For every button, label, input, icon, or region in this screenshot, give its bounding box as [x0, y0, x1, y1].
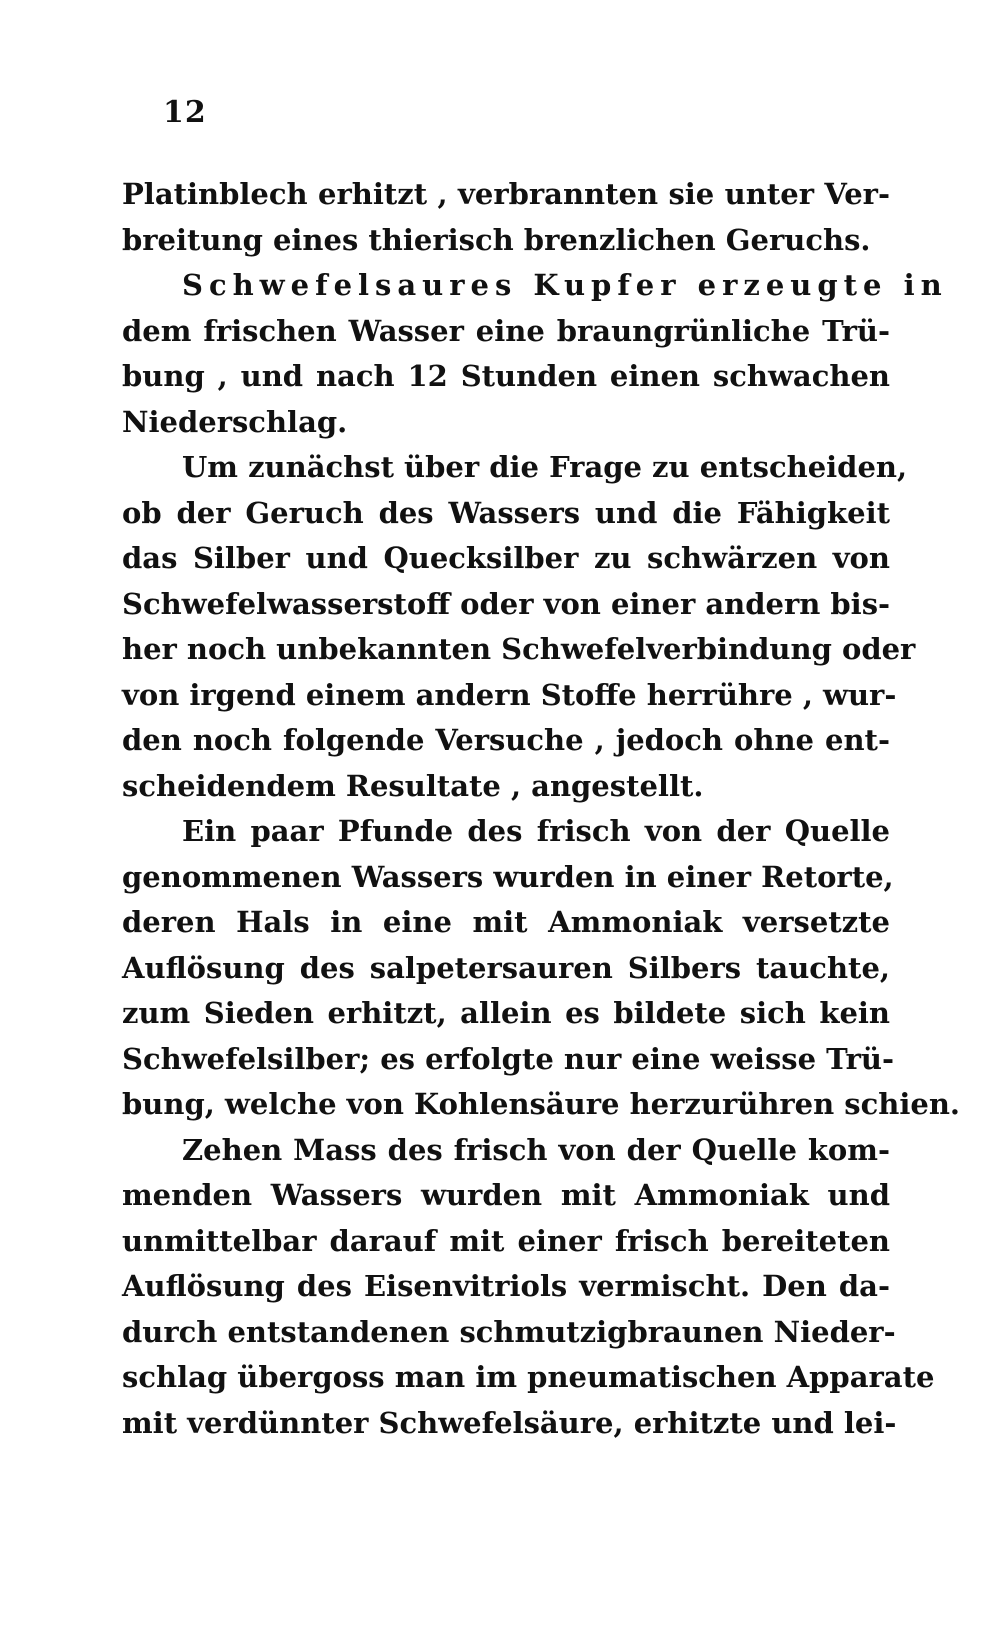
text-line: Um zunächst über die Frage zu entscheiden,: [182, 450, 908, 484]
text-line: Zehen Mass des frisch von der Quelle kom-: [182, 1132, 890, 1167]
text-line: Ein paar Pfunde des frisch von der Quelle: [182, 814, 890, 848]
text-line: scheidendem Resultate , angestellt.: [122, 768, 704, 803]
text-line: den noch folgende Versuche , jedoch ohne ent-: [122, 723, 890, 757]
text-line: dem frischen Wasser eine braungrünliche Trü-: [122, 313, 890, 348]
text-line: genommenen Wassers wurden in einer Retorte,: [122, 859, 894, 894]
text-line: schlag übergoss man im pneumatischen Apparate: [122, 1360, 935, 1394]
text-line: unmittelbar darauf mit einer frisch bereiteten: [122, 1223, 890, 1258]
text-line: bung, welche von Kohlensäure herzurühren schien.: [122, 1087, 961, 1121]
body-text: [122, 172, 961, 1446]
text-line: Schwefelsaures Kupfer erzeugte in: [182, 268, 948, 302]
text-line: Niederschlag.: [122, 404, 348, 439]
text-line: her noch unbekannten Schwefelverbindung oder: [122, 632, 916, 666]
text-line: durch entstandenen schmutzigbraunen Nieder-: [122, 1314, 896, 1349]
text-line: bung , und nach 12 Stunden einen schwachen: [122, 359, 890, 393]
text-line: Schwefelwasserstoff oder von einer andern bis-: [122, 586, 891, 621]
text-line: Schwefelsilber; es erfolgte nur eine weisse Trü-: [122, 1041, 895, 1076]
text-line: das Silber und Quecksilber zu schwärzen von: [122, 541, 890, 575]
text-line: von irgend einem andern Stoffe herrühre , wur-: [122, 677, 897, 712]
text-line: Auflösung des salpetersauren Silbers tauchte,: [122, 950, 890, 985]
text-line: Platinblech erhitzt , verbrannten sie unter Ver-: [122, 177, 890, 211]
text-line: menden Wassers wurden mit Ammoniak und: [122, 1178, 890, 1212]
text-line: Auflösung des Eisenvitriols vermischt. Den da-: [122, 1269, 890, 1303]
text-line: breitung eines thierisch brenzlichen Geruchs.: [122, 222, 871, 257]
text-line: zum Sieden erhitzt, allein es bildete sich kein: [122, 996, 890, 1030]
text-line: mit verdünnter Schwefelsäure, erhitzte und lei-: [122, 1405, 897, 1440]
text-line: deren Hals in eine mit Ammoniak versetzte: [122, 905, 890, 939]
text-line: ob der Geruch des Wassers und die Fähigkeit: [122, 495, 890, 530]
page-number: 12: [163, 95, 207, 130]
